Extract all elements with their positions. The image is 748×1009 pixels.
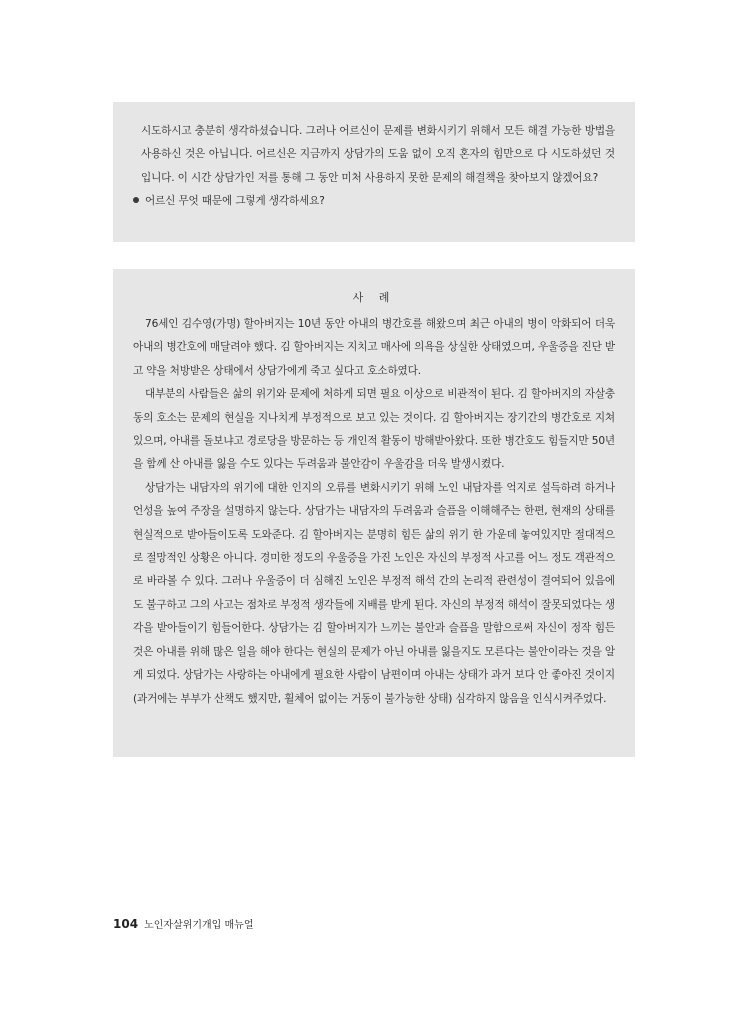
book-title: 노인자살위기개입 매뉴얼 [144, 920, 254, 931]
page-number: 104 [113, 917, 139, 931]
case-title: 사 례 [352, 291, 396, 304]
bullet-icon [133, 197, 139, 203]
case-paragraph-2: 대부분의 사람들은 삶의 위기와 문제에 처하게 되면 필요 이상으로 비관적이 된다. 김 할아버지의 자살충동의 호소는 문제의 현실을 지나치게 부정적으로 보고 있는 것이다. 김 할아버지는 장기간의 병간호로 지쳐있으며, 아내를 돌보냐고 경로당을 방문하는 등 개인적 활동이 방해받아왔다. 또한 병간호도 힘들지만 50년을 함께 산 아내를 잃을 수도 있다는 두려움과 불안감이 우울감을 더욱 발생시켰다. [133, 388, 615, 471]
dialogue-paragraph: 시도하시고 충분히 생각하셨습니다. 그러나 어르신이 문제를 변화시키기 위해서 모든 해결 가능한 방법을 사용하신 것은 아닙니다. 어르신은 지금까지 상담가의 도움 없이 오직 혼자의 힘만으로 다 시도하셨던 것입니다. 이 시간 상담가인 저를 통해 그 동안 미처 사용하지 못한 문제의 해결책을 찾아보지 않겠어요? [141, 125, 615, 184]
case-study-box [113, 269, 635, 757]
dialogue-bullet-item [133, 190, 615, 213]
page-footer [113, 916, 254, 934]
case-paragraph-3: 상담가는 내담자의 위기에 대한 인지의 오류를 변화시키기 위해 노인 내담자를 억지로 설득하려 하거나 언성을 높여 주장을 설명하지 않는다. 상담가는 내담자의 두려움과 슬픔을 이해해주는 한편, 현재의 상태를 현실적으로 받아들이도록 도와준다. 김 할아버지는 분명히 힘든 삶의 위기 한 가운데 놓여있지만 절대적으로 절망적인 상황은 아니다. 경미한 정도의 우울증을 가진 노인은 자신의 부정적 사고를 어느 정도 객관적으로 바라볼 수 있다. 그러나 우울증이 더 심해진 노인은 부정적 해석 간의 논리적 관련성이 결여되어 있음에도 불구하고 그의 사고는 점차로 부정적 생각들에 지배를 받게 된다. 자신의 부정적 해석이 잘못되었다는 생각을 받아들이기 힘들어한다. 상담가는 김 할아버지가 느끼는 불안과 슬픔을 말함으로써 자신이 정작 힘든 것은 아내를 위해 많은 일을 해야 한다는 현실의 문제가 아닌 아내를 잃을지도 모른다는 불안이라는 것을 알게 되었다. 상담가는 사랑하는 아내에게 필요한 사람이 남편이며 아내는 상태가 과거 보다 안 좋아진 것이지(과거에는 부부가 산책도 했지만, 휠체어 없이는 거동이 불가능한 상태) 심각하지 않음을 인식시켜주었다. [133, 481, 615, 705]
counseling-dialogue-box [113, 102, 635, 242]
bullet-text: 어르신 무엇 때문에 그렇게 생각하세요? [145, 195, 325, 208]
case-paragraph-1: 76세인 김수영(가명) 할아버지는 10년 동안 아내의 병간호를 해왔으며 최근 아내의 병이 악화되어 더욱 아내의 병간호에 매달려야 했다. 김 할아버지는 지치고 매사에 의욕을 상실한 상태였으며, 우울증을 진단 받고 약을 처방받은 상태에서 상담가에게 죽고 싶다고 호소하였다. [133, 318, 615, 377]
